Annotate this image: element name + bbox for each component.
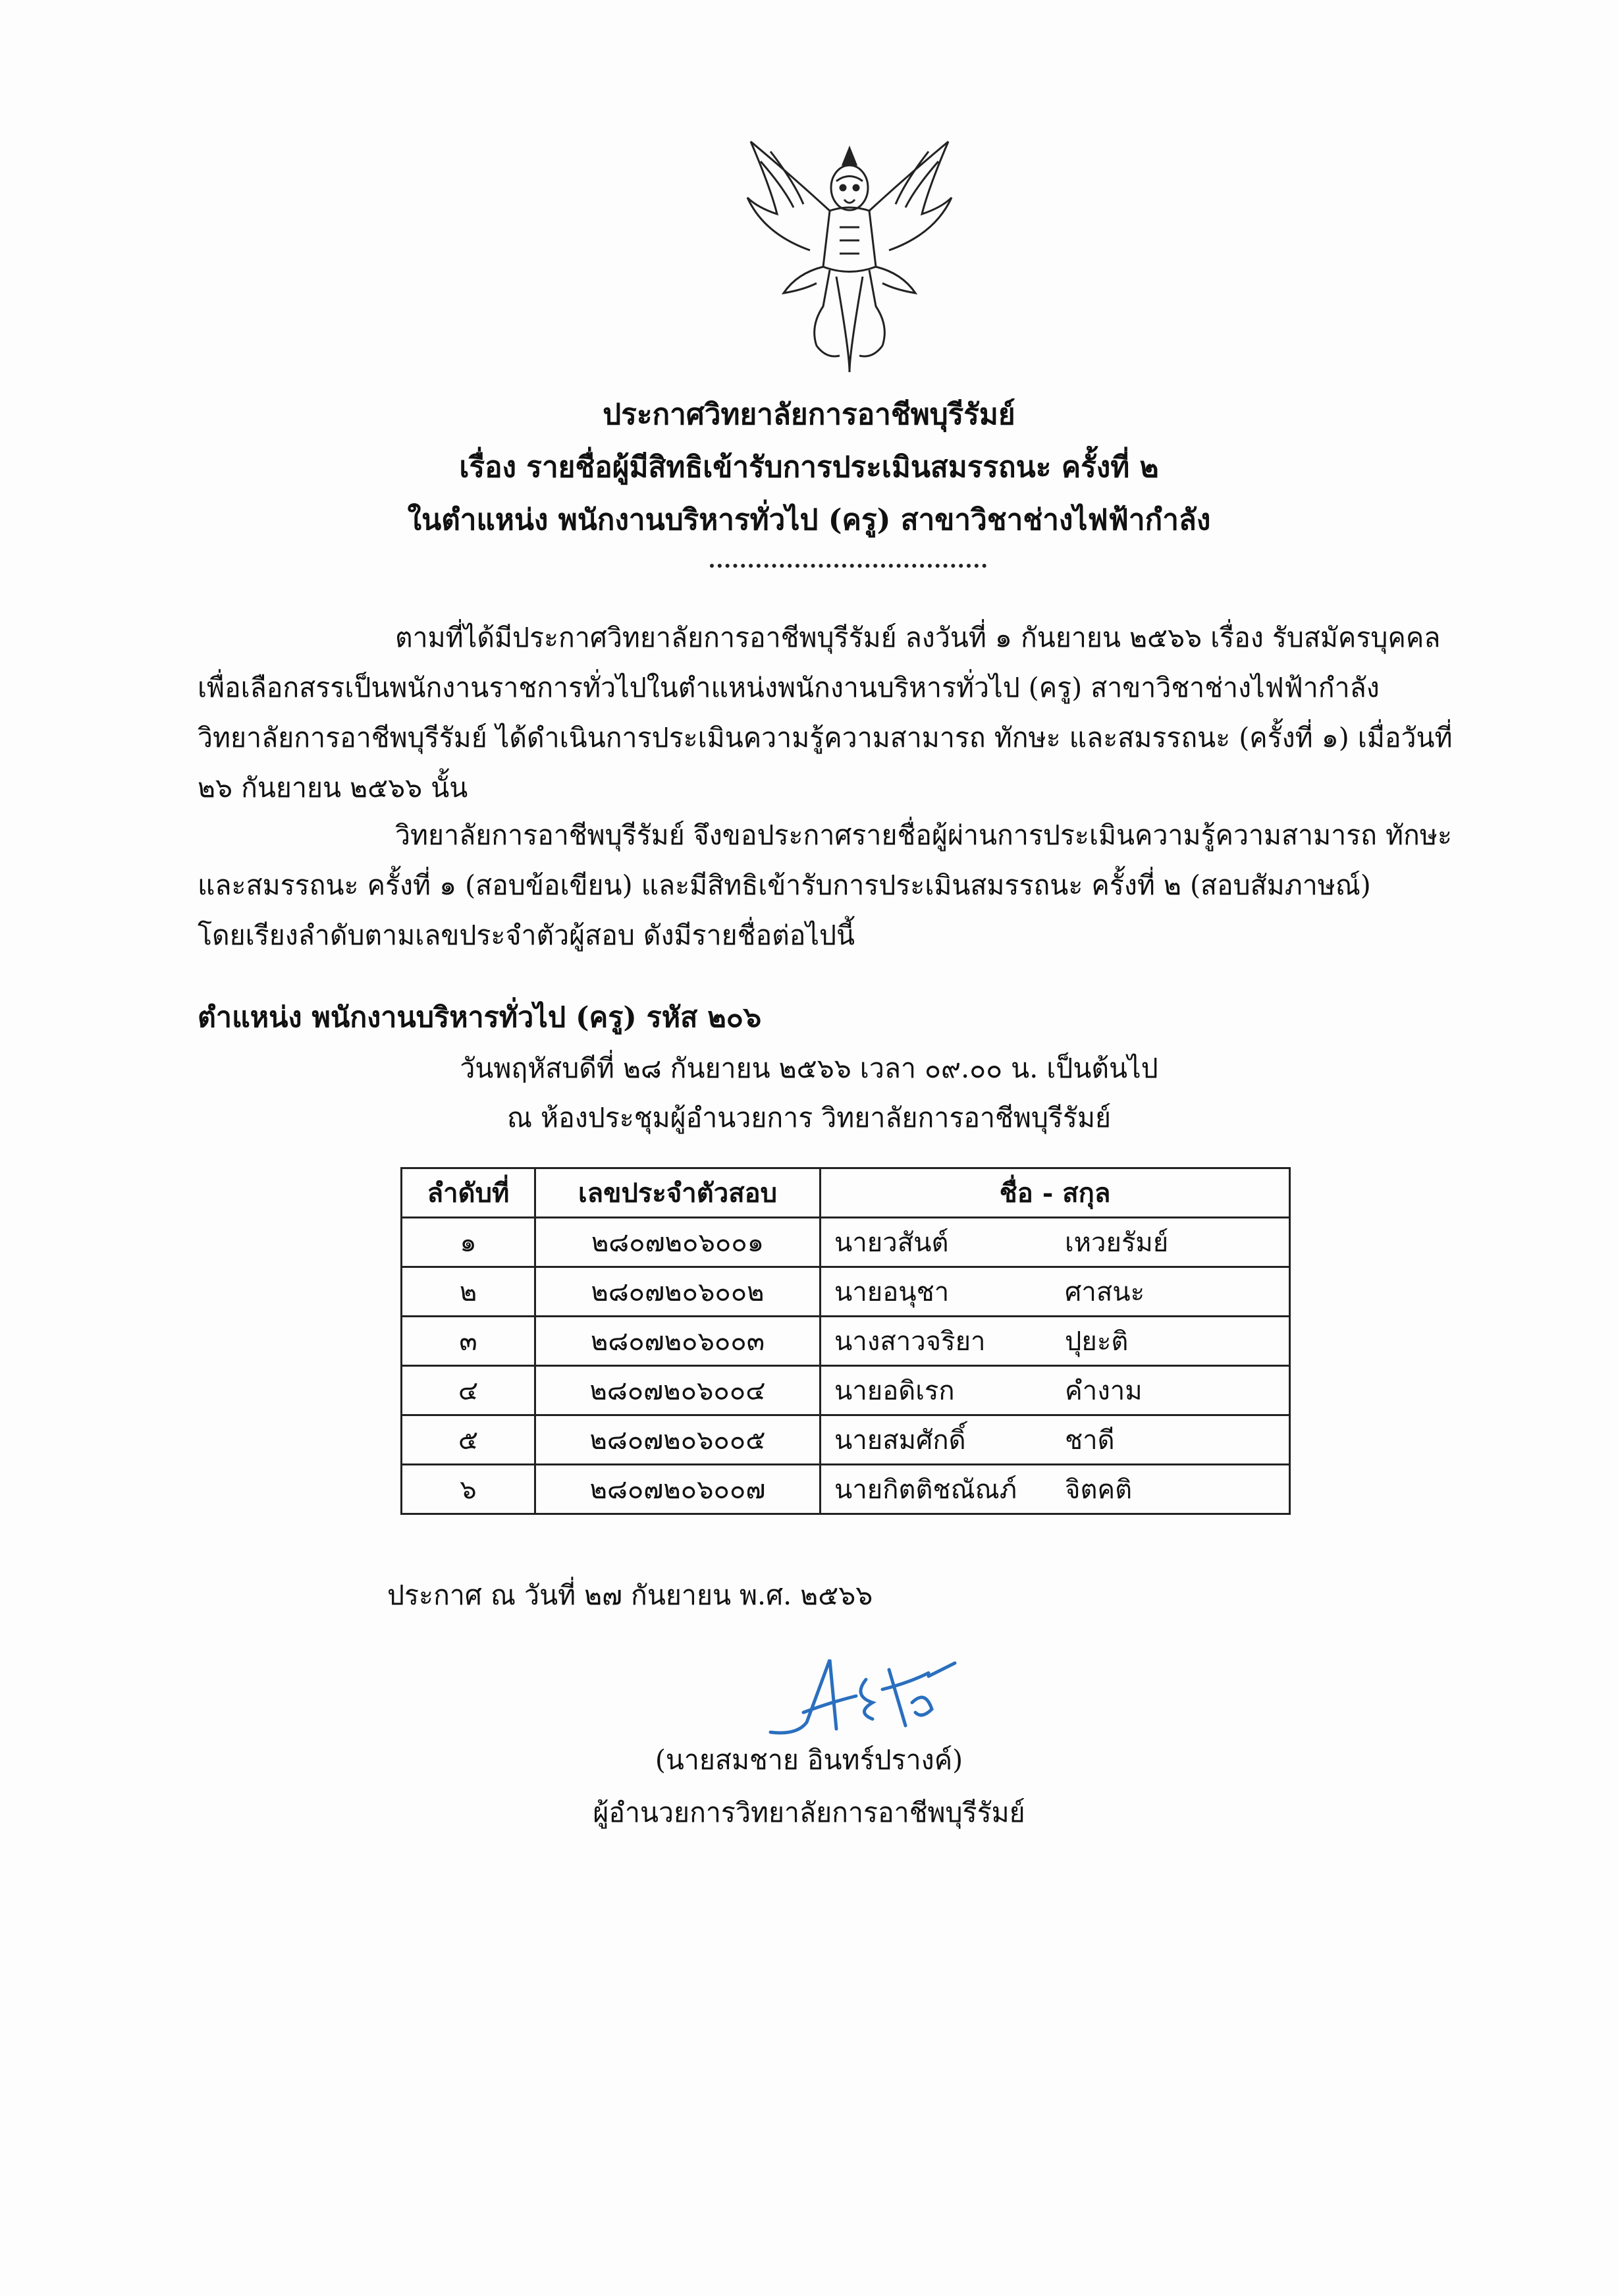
row-name: [821, 1415, 1290, 1465]
last-name: จิตคติ: [1065, 1475, 1133, 1505]
title-dotted-divider: [710, 564, 986, 568]
paragraph-2: [198, 810, 1452, 960]
first-name: นางสาวจริยา: [834, 1326, 986, 1357]
table-row: [402, 1267, 1290, 1317]
row-order: ๔: [402, 1366, 535, 1415]
header-order: ลำดับที่: [402, 1168, 535, 1218]
row-name: [821, 1267, 1290, 1317]
first-name: นายกิตติชณัณภ์: [834, 1475, 1017, 1505]
announcement-position: ในตำแหน่ง พนักงานบริหารทั่วไป (ครู) สาขาวิชาช่างไฟฟ้ากำลัง: [407, 503, 1211, 537]
table-header-row: [402, 1168, 1290, 1218]
last-name: คำงาม: [1065, 1376, 1143, 1406]
paragraph-2-line: และสมรรถนะ ครั้งที่ ๑ (สอบข้อเขียน) และมีสิทธิเข้ารับการประเมินสมรรถนะ ครั้งที่ ๒ (สอบสัมภาษณ์): [198, 869, 1371, 901]
paragraph-2-line: วิทยาลัยการอาชีพบุรีรัมย์ จึงขอประกาศรายชื่อผู้ผ่านการประเมินความรู้ความสามารถ ทักษะ: [395, 819, 1452, 851]
last-name: ชาดี: [1065, 1425, 1115, 1456]
row-order: ๖: [402, 1465, 535, 1514]
first-name: นายอดิเรก: [834, 1376, 955, 1406]
last-name: เหวยรัมย์: [1065, 1228, 1169, 1258]
first-name: นายสมศักดิ์: [834, 1425, 966, 1456]
table-row: [402, 1465, 1290, 1514]
row-exam-id: ๒๘๐๗๒๐๖๐๐๔: [535, 1366, 821, 1415]
last-name: ปุยะติ: [1065, 1326, 1129, 1357]
row-order: ๓: [402, 1317, 535, 1366]
header-name: ชื่อ - สกุล: [821, 1168, 1290, 1218]
schedule-date: วันพฤหัสบดีที่ ๒๘ กันยายน ๒๕๖๖ เวลา ๐๙.๐๐ น. เป็นต้นไป: [460, 1052, 1158, 1084]
table-row: [402, 1366, 1290, 1415]
table-row: [402, 1218, 1290, 1267]
first-name: นายอนุชา: [834, 1277, 950, 1307]
row-exam-id: ๒๘๐๗๒๐๖๐๐๓: [535, 1317, 821, 1366]
signer-title: ผู้อำนวยการวิทยาลัยการอาชีพบุรีรัมย์: [593, 1797, 1025, 1828]
table-row: [402, 1317, 1290, 1366]
announcement-title: ประกาศวิทยาลัยการอาชีพบุรีรัมย์: [603, 398, 1015, 431]
row-exam-id: ๒๘๐๗๒๐๖๐๐๑: [535, 1218, 821, 1267]
row-order: ๕: [402, 1415, 535, 1465]
paragraph-1-line: ตามที่ได้มีประกาศวิทยาลัยการอาชีพบุรีรัมย์ ลงวันที่ ๑ กันยายน ๒๕๖๖ เรื่อง รับสมัครบุคคล: [395, 622, 1441, 653]
schedule-place: ณ ห้องประชุมผู้อำนวยการ วิทยาลัยการอาชีพบุรีรัมย์: [506, 1102, 1112, 1134]
paragraph-1-line: เพื่อเลือกสรรเป็นพนักงานราชการทั่วไปในตำแหน่งพนักงานบริหารทั่วไป (ครู) สาขาวิชาช่างไฟฟ้ากำลัง: [198, 672, 1380, 703]
row-order: ๒: [402, 1267, 535, 1317]
row-exam-id: ๒๘๐๗๒๐๖๐๐๕: [535, 1415, 821, 1465]
paragraph-1-line: ๒๖ กันยายน ๒๕๖๖ นั้น: [198, 772, 468, 804]
row-name: [821, 1366, 1290, 1415]
first-name: นายวสันต์: [834, 1228, 949, 1258]
announcement-date: ประกาศ ณ วันที่ ๒๗ กันยายน พ.ศ. ๒๕๖๖: [387, 1579, 873, 1611]
paragraph-1-line: วิทยาลัยการอาชีพบุรีรัมย์ ได้ดำเนินการประเมินความรู้ความสามารถ ทักษะ และสมรรถนะ (ครั้งที่ ๑) เมื่อวันที่: [198, 722, 1453, 753]
signature-icon: [757, 1650, 975, 1742]
row-exam-id: ๒๘๐๗๒๐๖๐๐๒: [535, 1267, 821, 1317]
row-order: ๑: [402, 1218, 535, 1267]
candidate-table: [400, 1167, 1291, 1515]
paragraph-2-line: โดยเรียงลำดับตามเลขประจำตัวผู้สอบ ดังมีรายชื่อต่อไปนี้: [198, 919, 855, 951]
garuda-emblem-icon: [731, 135, 968, 379]
header-exam-id: เลขประจำตัวสอบ: [535, 1168, 821, 1218]
row-name: [821, 1317, 1290, 1366]
last-name: ศาสนะ: [1065, 1277, 1145, 1307]
position-heading: ตำแหน่ง พนักงานบริหารทั่วไป (ครู) รหัส ๒๐๖: [198, 1001, 762, 1034]
row-name: [821, 1465, 1290, 1514]
paragraph-1: [198, 613, 1453, 813]
table-row: [402, 1415, 1290, 1465]
signer-name: (นายสมชาย อินทร์ปรางค์): [655, 1744, 963, 1776]
row-name: [821, 1218, 1290, 1267]
announcement-subject: เรื่อง รายชื่อผู้มีสิทธิเข้ารับการประเมินสมรรถนะ ครั้งที่ ๒: [459, 451, 1159, 484]
row-exam-id: ๒๘๐๗๒๐๖๐๐๗: [535, 1465, 821, 1514]
